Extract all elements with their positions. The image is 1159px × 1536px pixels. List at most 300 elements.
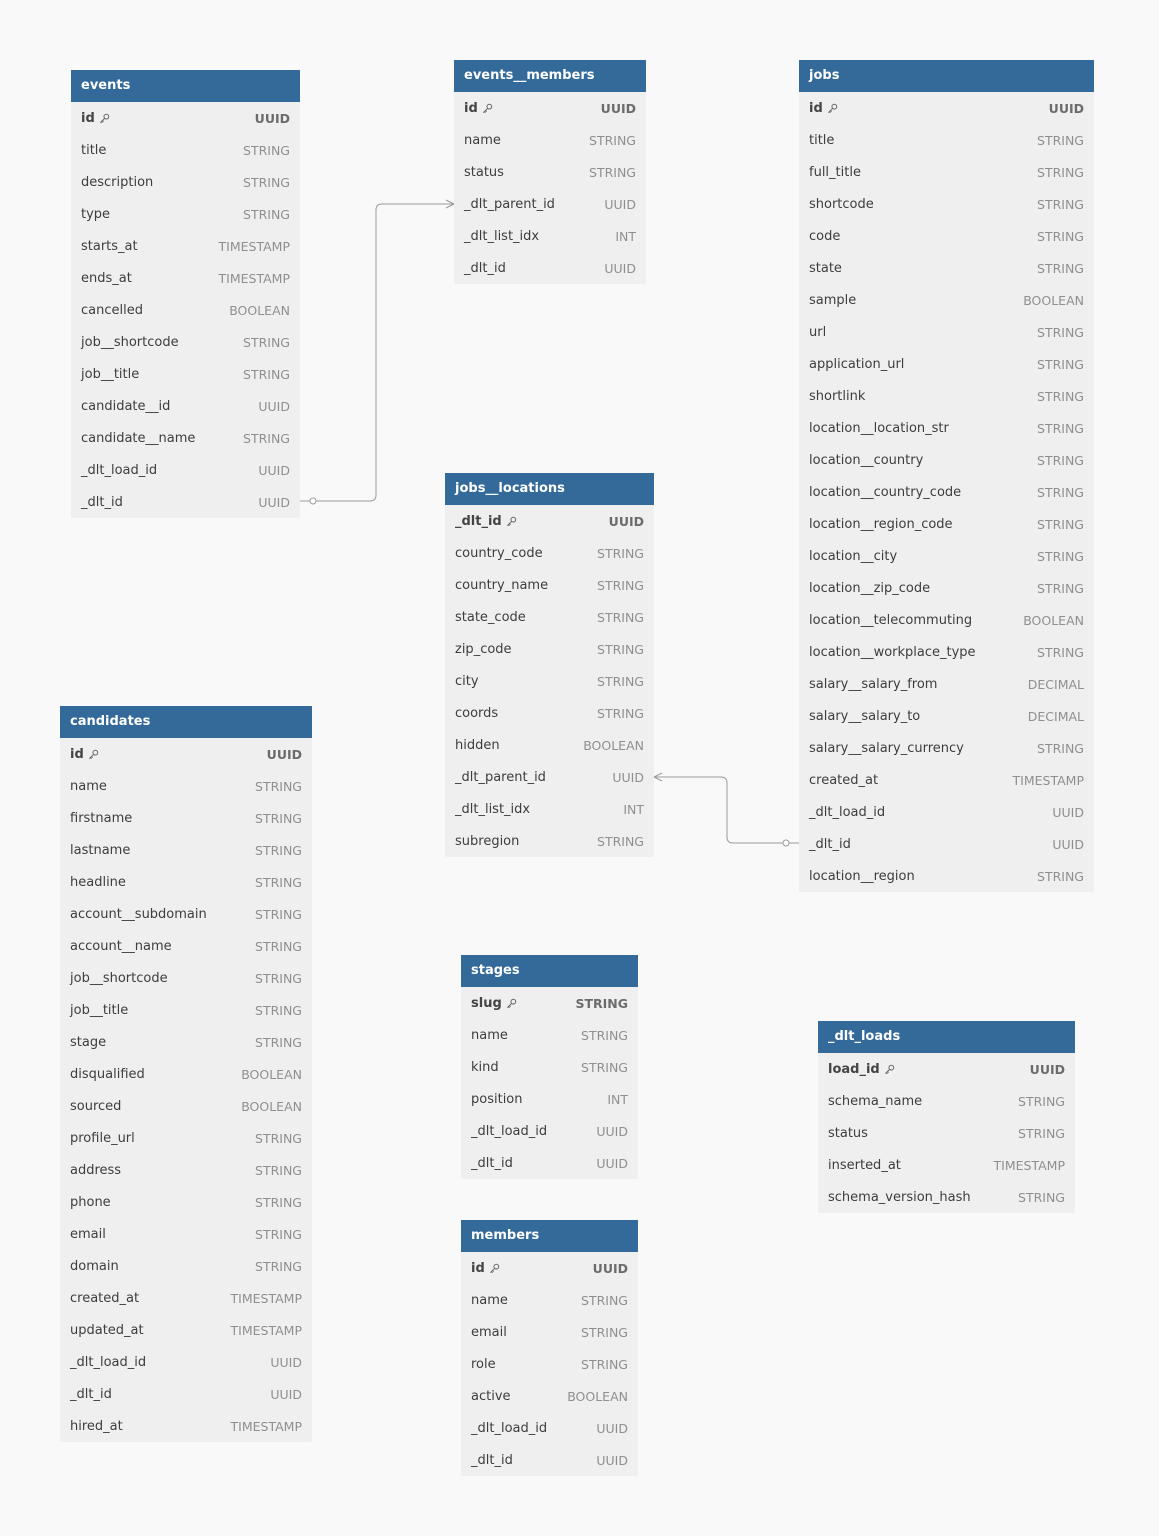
- field-row[interactable]: [454, 220, 646, 252]
- field-row[interactable]: [461, 1380, 638, 1412]
- field-row[interactable]: [799, 380, 1094, 412]
- table-stages[interactable]: [461, 955, 638, 1179]
- field-type: STRING: [255, 1258, 302, 1274]
- field-row[interactable]: [445, 537, 654, 569]
- field-name: email: [471, 1324, 507, 1340]
- table-events[interactable]: [71, 70, 300, 518]
- field-name-cell: [455, 578, 548, 593]
- field-row[interactable]: [60, 1282, 312, 1314]
- field-row[interactable]: [461, 1051, 638, 1083]
- field-type: STRING: [597, 641, 644, 657]
- field-name-cell: [809, 677, 937, 692]
- field-type: UUID: [596, 1155, 628, 1171]
- field-type: UUID: [600, 100, 636, 116]
- field-type: UUID: [1052, 836, 1084, 852]
- field-name: id: [471, 1260, 485, 1276]
- field-name-cell: [70, 1163, 121, 1178]
- field-row[interactable]: [799, 444, 1094, 476]
- field-type: UUID: [592, 1260, 628, 1276]
- field-type: DECIMAL: [1027, 676, 1084, 692]
- field-name: kind: [471, 1059, 499, 1075]
- field-row[interactable]: [818, 1149, 1075, 1181]
- field-row[interactable]: [799, 732, 1094, 764]
- primary-key-icon: [827, 103, 838, 114]
- table-jobs-locations[interactable]: [445, 473, 654, 857]
- field-name: ends_at: [81, 270, 132, 286]
- field-row[interactable]: [60, 1346, 312, 1378]
- field-type: STRING: [597, 673, 644, 689]
- field-name-cell: [455, 738, 500, 753]
- field-name-cell: [828, 1094, 922, 1109]
- field-row[interactable]: [454, 188, 646, 220]
- field-row[interactable]: [799, 636, 1094, 668]
- field-name: _dlt_id: [455, 513, 502, 529]
- field-name-cell: [471, 1453, 513, 1468]
- field-name: status: [464, 164, 504, 180]
- field-name: domain: [70, 1258, 119, 1274]
- primary-key-row[interactable]: [461, 987, 638, 1019]
- field-row[interactable]: [71, 454, 300, 486]
- primary-key-row[interactable]: [60, 738, 312, 770]
- field-type: STRING: [1037, 516, 1084, 532]
- field-name: schema_version_hash: [828, 1189, 971, 1205]
- field-row[interactable]: [445, 633, 654, 665]
- many-end-marker: [446, 200, 454, 208]
- field-name: active: [471, 1388, 511, 1404]
- field-row[interactable]: [454, 124, 646, 156]
- field-name-cell: [464, 261, 506, 276]
- field-name-cell: [70, 971, 168, 986]
- field-name: country_name: [455, 577, 549, 593]
- field-row[interactable]: [799, 540, 1094, 572]
- field-name-cell: [471, 1293, 508, 1308]
- field-row[interactable]: [799, 668, 1094, 700]
- table-header[interactable]: stages: [461, 955, 638, 987]
- field-row[interactable]: [445, 761, 654, 793]
- field-row[interactable]: [445, 793, 654, 825]
- field-name: updated_at: [70, 1322, 144, 1338]
- field-name-cell: [70, 1259, 119, 1274]
- field-name: created_at: [809, 772, 879, 788]
- field-type: TIMESTAMP: [230, 1322, 302, 1338]
- primary-key-row[interactable]: [445, 505, 654, 537]
- field-name: created_at: [70, 1290, 140, 1306]
- field-row[interactable]: [454, 156, 646, 188]
- field-row[interactable]: [461, 1348, 638, 1380]
- field-name-cell: [471, 1325, 507, 1340]
- primary-key-row[interactable]: [799, 92, 1094, 124]
- field-name: id: [70, 746, 84, 762]
- field-type: UUID: [596, 1123, 628, 1139]
- field-type: STRING: [255, 970, 302, 986]
- field-row[interactable]: [71, 262, 300, 294]
- field-row[interactable]: [60, 930, 312, 962]
- field-row[interactable]: [461, 1412, 638, 1444]
- field-name: hired_at: [70, 1418, 123, 1434]
- field-row[interactable]: [71, 198, 300, 230]
- field-row[interactable]: [60, 1058, 312, 1090]
- field-name-cell: [809, 133, 834, 148]
- field-name: zip_code: [455, 641, 512, 657]
- field-row[interactable]: [60, 1218, 312, 1250]
- field-row[interactable]: [60, 834, 312, 866]
- field-row[interactable]: [818, 1085, 1075, 1117]
- field-name: title: [809, 132, 835, 148]
- field-row[interactable]: [454, 252, 646, 284]
- field-row[interactable]: [71, 390, 300, 422]
- field-row[interactable]: [60, 866, 312, 898]
- field-row[interactable]: [799, 284, 1094, 316]
- field-row[interactable]: [799, 316, 1094, 348]
- field-row[interactable]: [445, 825, 654, 857]
- field-name: type: [81, 206, 111, 222]
- field-type: STRING: [1037, 356, 1084, 372]
- field-type: TIMESTAMP: [993, 1157, 1065, 1173]
- field-row[interactable]: [60, 1090, 312, 1122]
- field-type: STRING: [243, 174, 290, 190]
- field-name: shortcode: [809, 196, 874, 212]
- field-row[interactable]: [60, 1186, 312, 1218]
- field-name-cell: [809, 357, 904, 372]
- primary-key-row[interactable]: [818, 1053, 1075, 1085]
- field-type: STRING: [255, 1162, 302, 1178]
- field-row[interactable]: [445, 697, 654, 729]
- primary-key-row[interactable]: [454, 92, 646, 124]
- field-row[interactable]: [461, 1284, 638, 1316]
- field-row[interactable]: [60, 1250, 312, 1282]
- field-type: STRING: [255, 906, 302, 922]
- field-row[interactable]: [799, 796, 1094, 828]
- field-row[interactable]: [799, 124, 1094, 156]
- field-row[interactable]: [799, 508, 1094, 540]
- field-type: STRING: [589, 132, 636, 148]
- field-name: code: [809, 228, 841, 244]
- field-type: TIMESTAMP: [230, 1418, 302, 1434]
- field-type: STRING: [255, 1002, 302, 1018]
- field-name: location__workplace_type: [809, 644, 976, 660]
- field-name-cell: [471, 1092, 523, 1107]
- field-name: subregion: [455, 833, 520, 849]
- field-type: STRING: [597, 609, 644, 625]
- table-header[interactable]: candidates: [60, 706, 312, 738]
- field-row[interactable]: [799, 572, 1094, 604]
- field-row[interactable]: [799, 348, 1094, 380]
- one-end-marker: [783, 840, 789, 846]
- field-name: id: [809, 100, 823, 116]
- field-row[interactable]: [799, 156, 1094, 188]
- field-type: STRING: [255, 1130, 302, 1146]
- field-row[interactable]: [60, 1154, 312, 1186]
- field-type: STRING: [575, 995, 628, 1011]
- field-name: _dlt_list_idx: [455, 801, 531, 817]
- field-name: slug: [471, 995, 502, 1011]
- field-row[interactable]: [71, 294, 300, 326]
- field-name-cell: [471, 1421, 547, 1436]
- field-type: STRING: [255, 1194, 302, 1210]
- field-type: UUID: [608, 513, 644, 529]
- field-name: account__subdomain: [70, 906, 207, 922]
- field-type: INT: [607, 1091, 628, 1107]
- field-type: STRING: [581, 1356, 628, 1372]
- field-name: salary__salary_to: [809, 708, 921, 724]
- field-type: UUID: [612, 769, 644, 785]
- field-type: STRING: [1037, 548, 1084, 564]
- field-name: sample: [809, 292, 857, 308]
- field-row[interactable]: [818, 1117, 1075, 1149]
- table-header[interactable]: _dlt_loads: [818, 1021, 1075, 1053]
- field-name: address: [70, 1162, 122, 1178]
- primary-key-icon: [482, 103, 493, 114]
- field-row[interactable]: [799, 604, 1094, 636]
- field-type: STRING: [597, 705, 644, 721]
- field-row[interactable]: [445, 665, 654, 697]
- field-type: STRING: [597, 833, 644, 849]
- field-name: _dlt_parent_id: [464, 196, 555, 212]
- primary-key-row[interactable]: [461, 1252, 638, 1284]
- field-name: id: [464, 100, 478, 116]
- field-type: UUID: [1029, 1061, 1065, 1077]
- field-name-cell: [809, 453, 923, 468]
- field-name-cell: [471, 1357, 496, 1372]
- field-name: location__city: [809, 548, 898, 564]
- primary-key-icon: [489, 1263, 500, 1274]
- field-row[interactable]: [461, 1019, 638, 1051]
- field-name-cell: [70, 1419, 123, 1434]
- table-members[interactable]: [461, 1220, 638, 1476]
- primary-key-icon: [506, 998, 517, 1009]
- field-row[interactable]: [60, 1378, 312, 1410]
- field-type: STRING: [243, 206, 290, 222]
- field-name: candidate__name: [81, 430, 196, 446]
- field-type: STRING: [255, 810, 302, 826]
- field-name: status: [828, 1125, 868, 1141]
- field-name-cell: [81, 399, 170, 414]
- field-name: location__country: [809, 452, 924, 468]
- field-type: STRING: [1037, 196, 1084, 212]
- field-row[interactable]: [445, 729, 654, 761]
- field-name-cell: [81, 143, 106, 158]
- primary-key-icon: [88, 749, 99, 760]
- field-row[interactable]: [461, 1316, 638, 1348]
- field-name-cell: [464, 133, 501, 148]
- field-name: salary__salary_currency: [809, 740, 964, 756]
- field-type: STRING: [255, 938, 302, 954]
- field-row[interactable]: [799, 860, 1094, 892]
- table-candidates[interactable]: [60, 706, 312, 1442]
- field-name-cell: [81, 207, 110, 222]
- field-type: STRING: [1037, 260, 1084, 276]
- field-type: STRING: [1037, 580, 1084, 596]
- field-row[interactable]: [60, 1314, 312, 1346]
- field-name-cell: [455, 642, 512, 657]
- field-type: BOOLEAN: [1023, 612, 1084, 628]
- table-header[interactable]: jobs: [799, 60, 1094, 92]
- table-header[interactable]: members: [461, 1220, 638, 1252]
- many-end-marker: [654, 773, 662, 781]
- field-type: STRING: [243, 366, 290, 382]
- field-name-cell: [464, 197, 555, 212]
- field-type: STRING: [1037, 484, 1084, 500]
- field-row[interactable]: [461, 1444, 638, 1476]
- field-type: STRING: [581, 1027, 628, 1043]
- field-name-cell: [81, 271, 132, 286]
- field-row[interactable]: [60, 1026, 312, 1058]
- table-header[interactable]: events__members: [454, 60, 646, 92]
- field-row[interactable]: [799, 412, 1094, 444]
- field-name-cell: [70, 1035, 106, 1050]
- field-row[interactable]: [71, 422, 300, 454]
- field-type: STRING: [1018, 1189, 1065, 1205]
- primary-key-icon: [99, 113, 110, 124]
- field-name: full_title: [809, 164, 861, 180]
- field-type: STRING: [243, 142, 290, 158]
- field-name-cell: [70, 1323, 144, 1338]
- field-row[interactable]: [445, 601, 654, 633]
- field-row[interactable]: [445, 569, 654, 601]
- field-row[interactable]: [799, 252, 1094, 284]
- field-name-cell: [70, 747, 99, 762]
- field-type: TIMESTAMP: [1012, 772, 1084, 788]
- field-name-cell: [70, 1291, 139, 1306]
- field-row[interactable]: [799, 476, 1094, 508]
- field-name-cell: [81, 431, 195, 446]
- field-type: UUID: [258, 494, 290, 510]
- field-name-cell: [471, 1261, 500, 1276]
- field-name-cell: [809, 773, 878, 788]
- table-jobs[interactable]: [799, 60, 1094, 892]
- field-name-cell: [70, 1131, 135, 1146]
- field-row[interactable]: [60, 770, 312, 802]
- field-row[interactable]: [461, 1147, 638, 1179]
- field-type: STRING: [1037, 132, 1084, 148]
- field-name: country_code: [455, 545, 543, 561]
- field-type: STRING: [597, 545, 644, 561]
- field-row[interactable]: [799, 220, 1094, 252]
- field-row[interactable]: [60, 1410, 312, 1442]
- field-name: starts_at: [81, 238, 138, 254]
- field-type: INT: [623, 801, 644, 817]
- field-name: lastname: [70, 842, 131, 858]
- field-name-cell: [809, 837, 851, 852]
- table-dlt-loads[interactable]: [818, 1021, 1075, 1213]
- field-type: STRING: [581, 1059, 628, 1075]
- field-name-cell: [471, 1060, 499, 1075]
- field-row[interactable]: [799, 828, 1094, 860]
- field-type: STRING: [1018, 1125, 1065, 1141]
- field-row[interactable]: [799, 764, 1094, 796]
- field-name: account__name: [70, 938, 172, 954]
- table-events-members[interactable]: [454, 60, 646, 284]
- field-type: STRING: [1037, 228, 1084, 244]
- field-type: UUID: [258, 462, 290, 478]
- field-name-cell: [81, 367, 139, 382]
- field-type: UUID: [270, 1386, 302, 1402]
- field-row[interactable]: [60, 962, 312, 994]
- field-name-cell: [809, 261, 842, 276]
- field-name-cell: [455, 706, 498, 721]
- field-type: STRING: [1037, 644, 1084, 660]
- field-type: STRING: [1037, 452, 1084, 468]
- field-name: coords: [455, 705, 499, 721]
- field-row[interactable]: [71, 134, 300, 166]
- field-name: _dlt_load_id: [809, 804, 886, 820]
- field-row[interactable]: [60, 994, 312, 1026]
- field-row[interactable]: [60, 1122, 312, 1154]
- field-name-cell: [471, 1389, 511, 1404]
- field-name-cell: [81, 175, 153, 190]
- field-name-cell: [455, 834, 519, 849]
- field-name: shortlink: [809, 388, 866, 404]
- field-name-cell: [828, 1126, 868, 1141]
- field-row[interactable]: [799, 188, 1094, 220]
- field-name-cell: [70, 843, 130, 858]
- field-name-cell: [471, 1124, 547, 1139]
- field-name: inserted_at: [828, 1157, 901, 1173]
- field-name-cell: [809, 709, 920, 724]
- field-name-cell: [809, 741, 964, 756]
- field-type: BOOLEAN: [583, 737, 644, 753]
- field-row[interactable]: [71, 486, 300, 518]
- table-header[interactable]: events: [71, 70, 300, 102]
- field-row[interactable]: [71, 230, 300, 262]
- field-name: state: [809, 260, 842, 276]
- field-name: name: [464, 132, 501, 148]
- field-type: STRING: [1037, 324, 1084, 340]
- field-name: job__title: [81, 366, 140, 382]
- field-name-cell: [809, 101, 838, 116]
- field-type: INT: [615, 228, 636, 244]
- field-row[interactable]: [60, 898, 312, 930]
- table-header[interactable]: jobs__locations: [445, 473, 654, 505]
- field-name: location__country_code: [809, 484, 962, 500]
- primary-key-row[interactable]: [71, 102, 300, 134]
- field-type: STRING: [581, 1292, 628, 1308]
- field-name: location__telecommuting: [809, 612, 973, 628]
- field-name: job__shortcode: [81, 334, 179, 350]
- field-name-cell: [70, 1387, 112, 1402]
- field-type: STRING: [255, 1226, 302, 1242]
- field-name-cell: [70, 1227, 106, 1242]
- field-row[interactable]: [71, 326, 300, 358]
- field-row[interactable]: [799, 700, 1094, 732]
- field-row[interactable]: [818, 1181, 1075, 1213]
- field-row[interactable]: [71, 358, 300, 390]
- field-name-cell: [809, 581, 930, 596]
- field-type: BOOLEAN: [241, 1098, 302, 1114]
- field-name: url: [809, 324, 827, 340]
- field-type: STRING: [1018, 1093, 1065, 1109]
- field-type: STRING: [243, 430, 290, 446]
- field-type: STRING: [1037, 164, 1084, 180]
- field-name: _dlt_id: [70, 1386, 112, 1402]
- field-name-cell: [471, 1028, 508, 1043]
- field-name-cell: [471, 1156, 513, 1171]
- field-row[interactable]: [60, 802, 312, 834]
- field-type: UUID: [604, 260, 636, 276]
- field-name-cell: [471, 996, 517, 1011]
- field-name-cell: [70, 875, 126, 890]
- field-type: UUID: [604, 196, 636, 212]
- one-end-marker: [310, 498, 316, 504]
- field-name-cell: [81, 335, 179, 350]
- field-row[interactable]: [461, 1115, 638, 1147]
- field-row[interactable]: [461, 1083, 638, 1115]
- field-name-cell: [81, 111, 110, 126]
- field-type: TIMESTAMP: [218, 270, 290, 286]
- field-name-cell: [809, 325, 826, 340]
- field-row[interactable]: [71, 166, 300, 198]
- field-name: schema_name: [828, 1093, 923, 1109]
